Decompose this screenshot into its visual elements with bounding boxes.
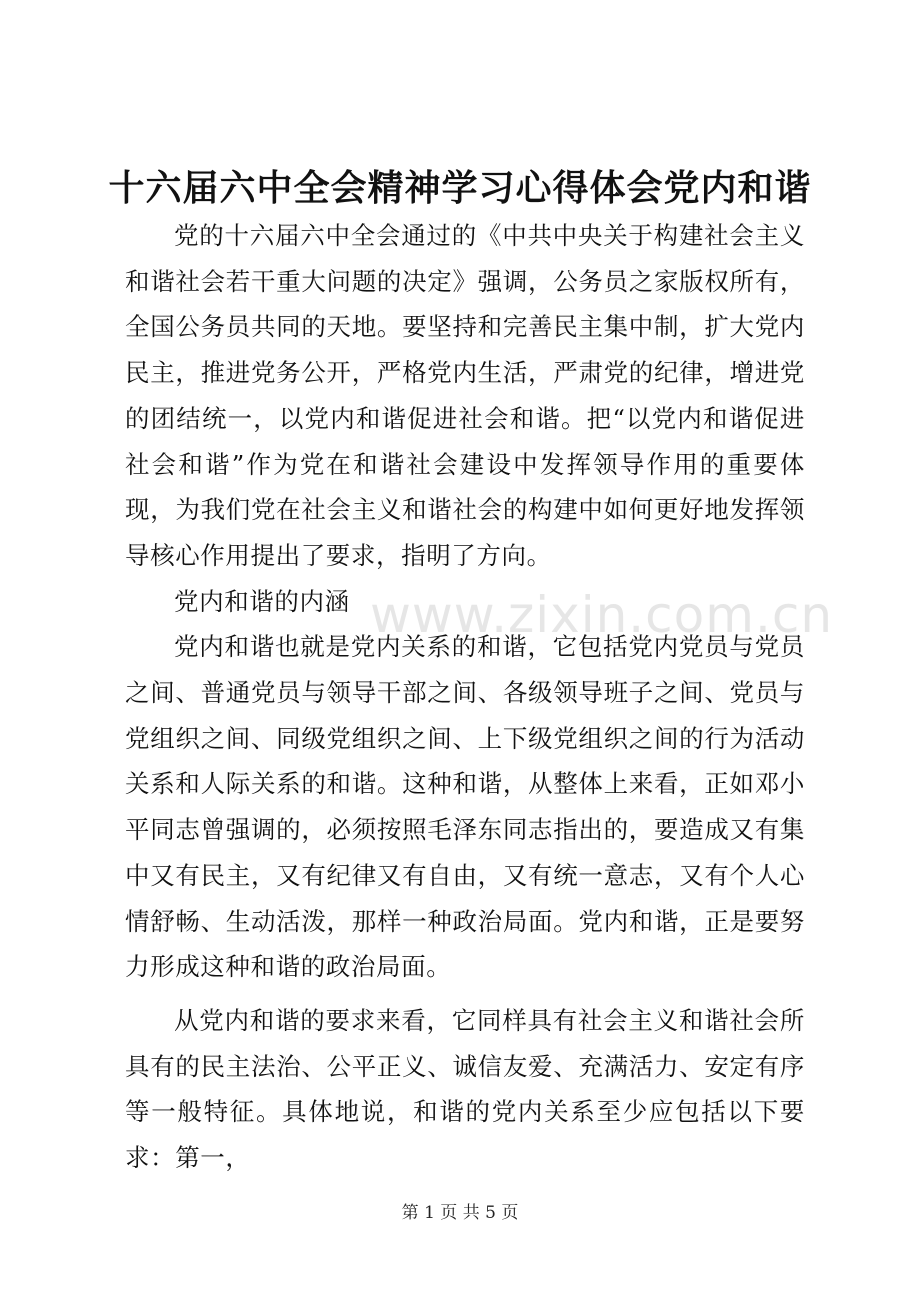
section-heading: 党内和谐的内涵 — [174, 586, 350, 616]
paragraph-intro: 党的十六届六中全会通过的《中共中央关于构建社会主义和谐社会若干重大问题的决定》强调，公务员之家版权所有，全国公务员共同的天地。要坚持和完善民主集中制，扩大党内民主，推进党务公开，严格党内生活，严肃党的纪律，增进党的团结统一，以党内和谐促进社会和谐。把“以党内和谐促进社会和谐”作为党在和谐社会建设中发挥领导作用的重要体现，为我们党在社会主义和谐社会的构建中如何更好地发挥领导核心作用提出了要求，指明了方向。 — [125, 221, 805, 570]
paragraph-meaning: 党内和谐也就是党内关系的和谐，它包括党内党员与党员之间、普通党员与领导干部之间、各级领导班子之间、党员与党组织之间、同级党组织之间、上下级党组织之间的行为活动关系和人际关系的和谐。这种和谐，从整体上来看，正如邓小平同志曾强调的，必须按照毛泽东同志指出的，要造成又有集中又有民主，又有纪律又有自由，又有统一意志，又有个人心情舒畅、生动活泼，那样一种政治局面。党内和谐，正是要努力形成这种和谐的政治局面。 — [125, 632, 805, 982]
document-title: 十六届六中全会精神学习心得体会党内和谐 — [108, 167, 812, 209]
watermark: www.zixin.com.cn — [370, 586, 834, 644]
paragraph-requirements: 从党内和谐的要求来看，它同样具有社会主义和谐社会所具有的民主法治、公平正义、诚信友爱、充满活力、安定有序等一般特征。具体地说，和谐的党内关系至少应包括以下要求：第一， — [125, 1005, 805, 1173]
page-footer: 第 1 页 共 5 页 — [401, 1203, 519, 1223]
document-body — [125, 213, 805, 1181]
